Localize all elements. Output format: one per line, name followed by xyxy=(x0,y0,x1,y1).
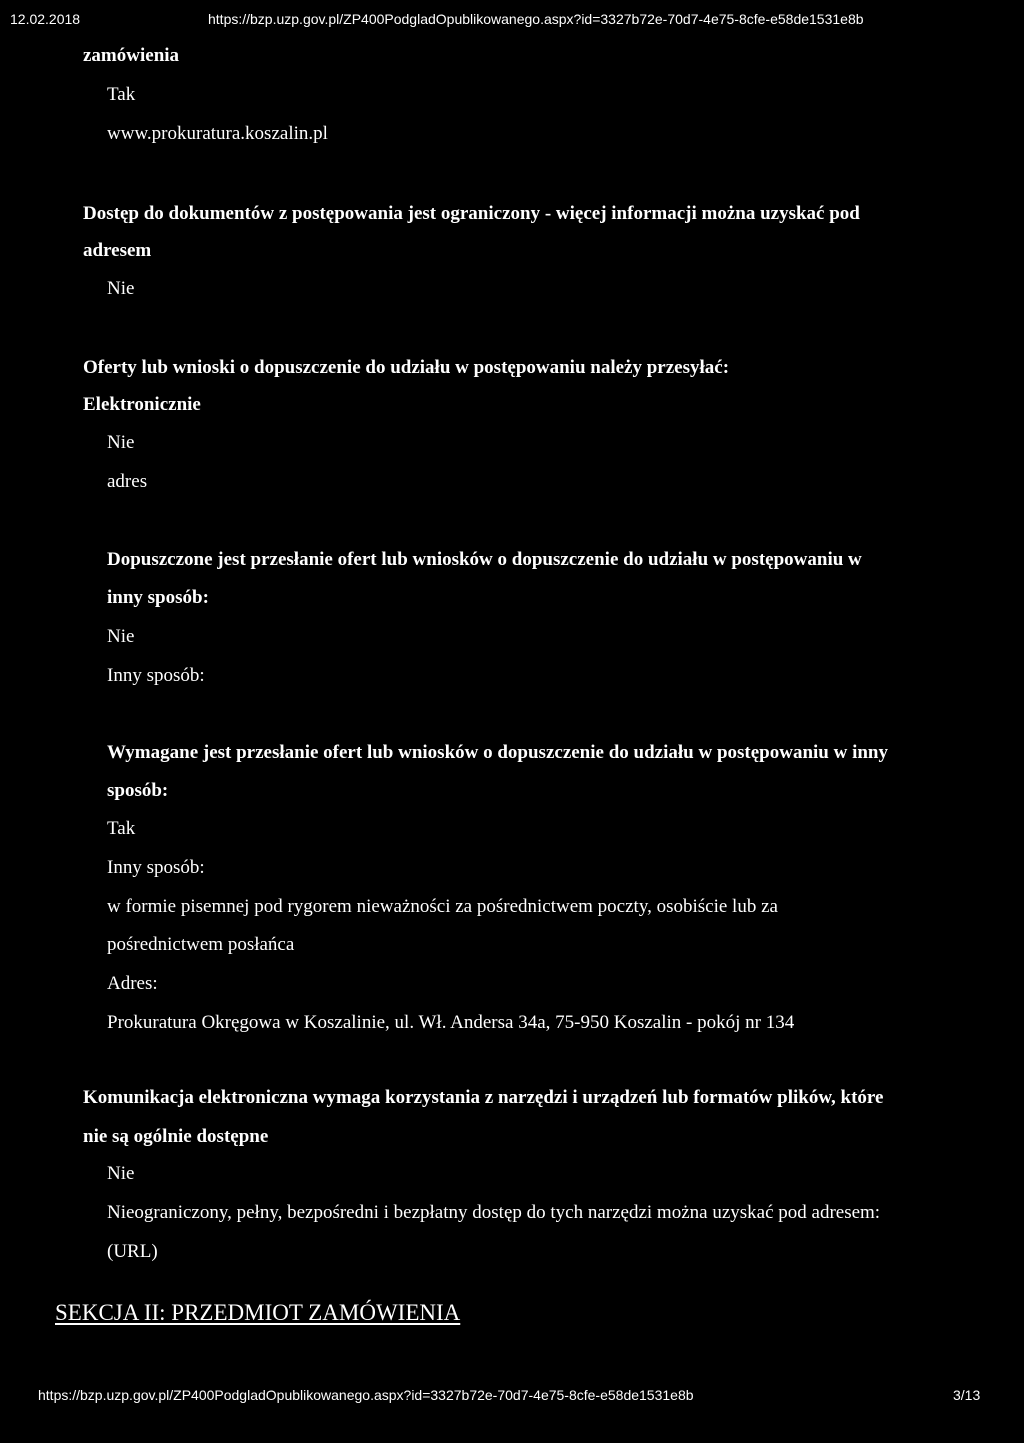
question-komunikacja-line2: nie są ogólnie dostępne xyxy=(83,1126,269,1147)
label-inny-sposob-2: Inny sposób: xyxy=(107,857,205,878)
answer-komunikacja: Nie xyxy=(107,1163,135,1184)
question-dopuszczone-line2: inny sposób: xyxy=(107,587,209,608)
question-oferty: Oferty lub wnioski o dopuszczenie do udziału w postępowaniu należy przesyłać: xyxy=(83,357,730,378)
answer-dopuszczone: Nie xyxy=(107,626,135,647)
text-url: (URL) xyxy=(107,1241,158,1262)
answer-dostep: Nie xyxy=(107,278,135,299)
footer-url[interactable]: https://bzp.uzp.gov.pl/ZP400PodgladOpublikowanego.aspx?id=3327b72e-70d7-4e75-8cfe-e58de1531e8b xyxy=(38,1387,694,1403)
question-dopuszczone-line1: Dopuszczone jest przesłanie ofert lub wniosków o dopuszczenie do udziału w postępowaniu w xyxy=(107,549,862,570)
text-forma-line1: w formie pisemnej pod rygorem nieważności za pośrednictwem poczty, osobiście lub za xyxy=(107,896,778,917)
label-inny-sposob-1: Inny sposób: xyxy=(107,665,205,686)
text-dostep-narzedzi: Nieograniczony, pełny, bezpośredni i bezpłatny dostęp do tych narzędzi można uzyskać pod adresem: xyxy=(107,1202,881,1223)
answer-wymagane: Tak xyxy=(107,818,136,839)
question-wymagane-line1: Wymagane jest przesłanie ofert lub wniosków o dopuszczenie do udziału w postępowaniu w inny xyxy=(107,742,888,763)
footer-page-number: 3/13 xyxy=(953,1387,981,1403)
section-heading: SEKCJA II: PRZEDMIOT ZAMÓWIENIA xyxy=(55,1300,461,1325)
header-date: 12.02.2018 xyxy=(10,11,81,27)
question-dostep-line1: Dostęp do dokumentów z postępowania jest ograniczony - więcej informacji można uzyskać pod xyxy=(83,203,860,224)
text-zamowienia: zamówienia xyxy=(83,45,180,66)
answer-elektronicznie: Nie xyxy=(107,432,135,453)
answer-tak: Tak xyxy=(107,84,136,105)
question-komunikacja-line1: Komunikacja elektroniczna wymaga korzystania z narzędzi i urządzeń lub formatów plików, które xyxy=(83,1087,884,1108)
text-adres-prokuratura: Prokuratura Okręgowa w Koszalinie, ul. Wł. Andersa 34a, 75-950 Koszalin - pokój nr 134 xyxy=(107,1012,795,1033)
text-forma-line2: pośrednictwem posłańca xyxy=(107,934,295,955)
question-wymagane-line2: sposób: xyxy=(107,780,169,801)
header-url[interactable]: https://bzp.uzp.gov.pl/ZP400PodgladOpublikowanego.aspx?id=3327b72e-70d7-4e75-8cfe-e58de1531e8b xyxy=(208,11,864,27)
label-elektronicznie: Elektronicznie xyxy=(83,394,201,415)
website-link[interactable]: www.prokuratura.koszalin.pl xyxy=(107,123,328,144)
label-adres-2: Adres: xyxy=(107,973,158,994)
label-adres: adres xyxy=(107,471,148,492)
question-dostep-line2: adresem xyxy=(83,240,152,261)
